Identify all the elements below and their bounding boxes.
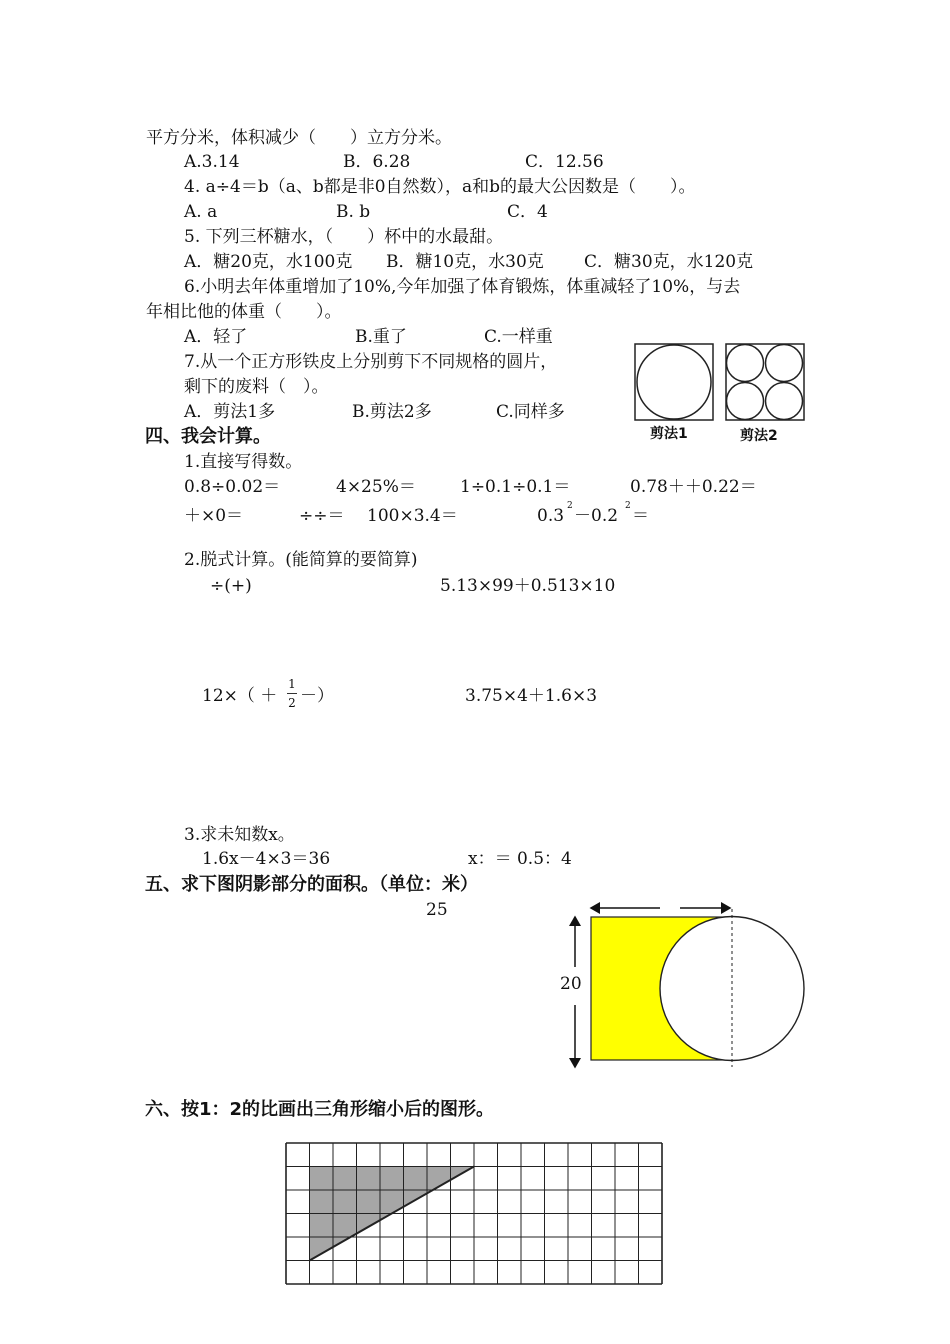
q6-option-b: B.重了	[355, 327, 407, 347]
step-calc-4: 3.75×4＋1.6×3	[465, 686, 598, 706]
cut2-circle	[727, 345, 764, 382]
calc-item: 0.3	[537, 506, 565, 526]
question-6-line1: 6.小明去年体重增加了10%,今年加强了体育锻炼，体重减轻了10%，与去	[184, 277, 741, 297]
width-label: 25	[426, 900, 448, 920]
q5-option-b: B．糖10克，水30克	[386, 252, 544, 272]
calc-item: ＝	[632, 506, 649, 526]
calc-item: 4×25%＝	[336, 477, 416, 497]
equation-1: 1.6x－4×3＝36	[202, 849, 331, 869]
question-5: 5. 下列三杯糖水，（ ）杯中的水最甜。	[184, 227, 504, 247]
q7-option-a: A．剪法1多	[184, 402, 276, 422]
fraction-denominator: 2	[288, 696, 296, 710]
section4-heading: 四、我会计算。	[145, 426, 271, 447]
q4-option-b: B. b	[336, 202, 371, 222]
grid-figure	[280, 1138, 665, 1290]
height-label: 20	[560, 974, 582, 994]
section6-heading: 六、按1：2的比画出三角形缩小后的图形。	[145, 1099, 495, 1120]
shaded-area-figure	[560, 895, 820, 1075]
step-calc-2: 5.13×99＋0.513×10	[440, 576, 616, 596]
question-4: 4. a÷4＝b（a、b都是非0自然数），a和b的最大公因数是（ ）。	[184, 177, 696, 197]
step-calc-3-tail: －）	[300, 686, 334, 706]
question-7-line1: 7.从一个正方形铁皮上分别剪下不同规格的圆片，	[184, 352, 558, 372]
cut2-circle	[766, 383, 803, 420]
q6-option-c: C.一样重	[484, 327, 553, 347]
section5-heading: 五、求下图阴影部分的面积。（单位：米）	[145, 874, 478, 895]
superscript-2: 2	[567, 501, 573, 511]
q7-option-b: B.剪法2多	[352, 402, 432, 422]
section4-sub2: 2.脱式计算。(能简算的要简算)	[184, 550, 418, 570]
equation-2: x：＝ 0.5：4	[468, 849, 572, 869]
fraction-bar	[287, 693, 297, 694]
cut2-circle	[727, 383, 764, 420]
q4-option-c: C．4	[507, 202, 548, 222]
section4-sub1: 1.直接写得数。	[184, 452, 303, 472]
calc-item: ＋×0＝	[184, 506, 244, 526]
step-calc-1: ÷(+)	[210, 576, 252, 596]
fraction-numerator: 1	[288, 677, 296, 691]
q3-option-c: C．12.56	[525, 152, 604, 172]
superscript-2: 2	[625, 501, 631, 511]
calc-item: 0.8÷0.02＝	[184, 477, 281, 497]
q4-option-a: A. a	[184, 202, 218, 222]
calc-item: －0.2	[574, 506, 619, 526]
question-6-line2: 年相比他的体重（ ）。	[146, 302, 342, 322]
q3-option-a: A.3.14	[184, 152, 240, 172]
cut1-circle	[637, 345, 711, 419]
q7-option-c: C.同样多	[496, 402, 565, 422]
q6-option-a: A．轻了	[184, 327, 248, 347]
calc-item: 0.78＋＋0.22＝	[630, 477, 757, 497]
calc-item: 100×3.4＝	[367, 506, 458, 526]
cut1-label: 剪法1	[650, 426, 688, 442]
cut2-label: 剪法2	[740, 428, 778, 444]
section4-sub3: 3.求未知数x。	[184, 825, 295, 845]
calc-item: ÷÷＝	[299, 506, 345, 526]
q5-option-c: C．糖30克，水120克	[584, 252, 754, 272]
q3-continuation: 平方分米，体积减少（ ）立方分米。	[146, 128, 452, 148]
question-7-line2: 剩下的废料（ ）。	[184, 377, 329, 397]
q5-option-a: A．糖20克，水100克	[184, 252, 353, 272]
step-calc-3: 12×（ ＋	[202, 686, 278, 706]
cut2-circle	[766, 345, 803, 382]
q3-option-b: B．6.28	[343, 152, 411, 172]
cut-method-figures	[633, 342, 808, 422]
calc-item: 1÷0.1÷0.1＝	[460, 477, 571, 497]
